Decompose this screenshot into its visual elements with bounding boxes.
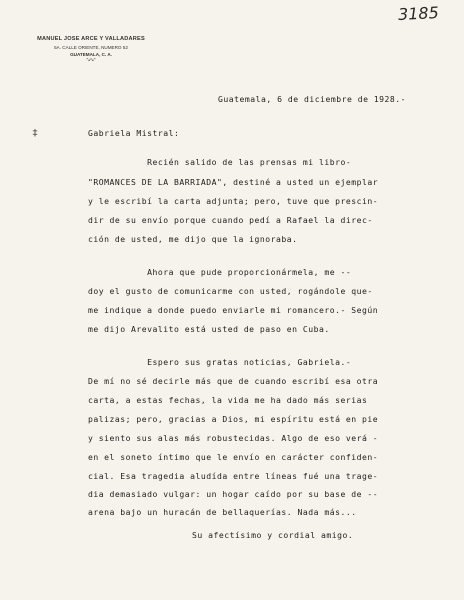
body-line: carta, a estas fechas, la vida me ha dado más serias (88, 395, 368, 405)
body-line: dia demasiado vulgar: un hogar caído por su base de -- (88, 489, 379, 499)
body-line: me indique a donde puedo enviarle mi romancero.- Según (88, 305, 379, 315)
archive-number: 3185 (397, 2, 440, 25)
body-line: Ahora que pude proporcionármela, me -- (88, 267, 352, 277)
body-line: y siento sus alas más robustecidas. Algo de eso verá - (88, 433, 379, 443)
letterhead (26, 36, 156, 64)
body-line: ción de usted, me dijo que la ignoraba. (88, 234, 298, 244)
body-line: doy el gusto de comunicarme con usted, rogándole que- (88, 286, 373, 296)
body-line: en el soneto íntimo que le envío en carácter confiden- (88, 452, 379, 462)
margin-mark: ‡ (32, 128, 39, 139)
body-line: me dijo Arevalito está usted de paso en Cuba. (88, 324, 330, 334)
body-line: cial. Esa tragedia aludída entre líneas fué una trage- (88, 471, 379, 481)
letter-closing: Su afectísimo y cordial amigo. (192, 530, 354, 540)
body-line: "ROMANCES DE LA BARRIADA", destiné a usted un ejemplar (88, 177, 379, 187)
letterhead-city: GUATEMALA, C. A. (70, 52, 112, 57)
letterhead-address: 5A. CALLE ORIENTE, NUMERO 52 (54, 45, 128, 50)
body-line: arena bajo un huracán de bellaquerías. Nada más... (88, 507, 357, 517)
letter-salutation: Gabriela Mistral: (88, 128, 180, 138)
body-line: palizas; pero, gracias a Dios, mi espíritu está en pie (88, 414, 379, 424)
body-line: Recién salido de las prensas mi libro- (88, 157, 352, 167)
letter-date: Guatemala, 6 de diciembre de 1928.- (218, 94, 407, 104)
body-line: De mí no sé decirle más que de cuando escribí esa otra (88, 376, 379, 386)
letterhead-name: MANUEL JOSE ARCE Y VALLADARES (37, 36, 145, 42)
letterhead-ornament: “•°•” (86, 58, 96, 64)
body-line: y le escribí la carta adjunta; pero, tuve que prescin- (88, 196, 379, 206)
body-line: dir de su envío porque cuando pedí a Rafael la direc- (88, 215, 373, 225)
body-line: Espero sus gratas noticias, Gabriela.- (88, 357, 352, 367)
